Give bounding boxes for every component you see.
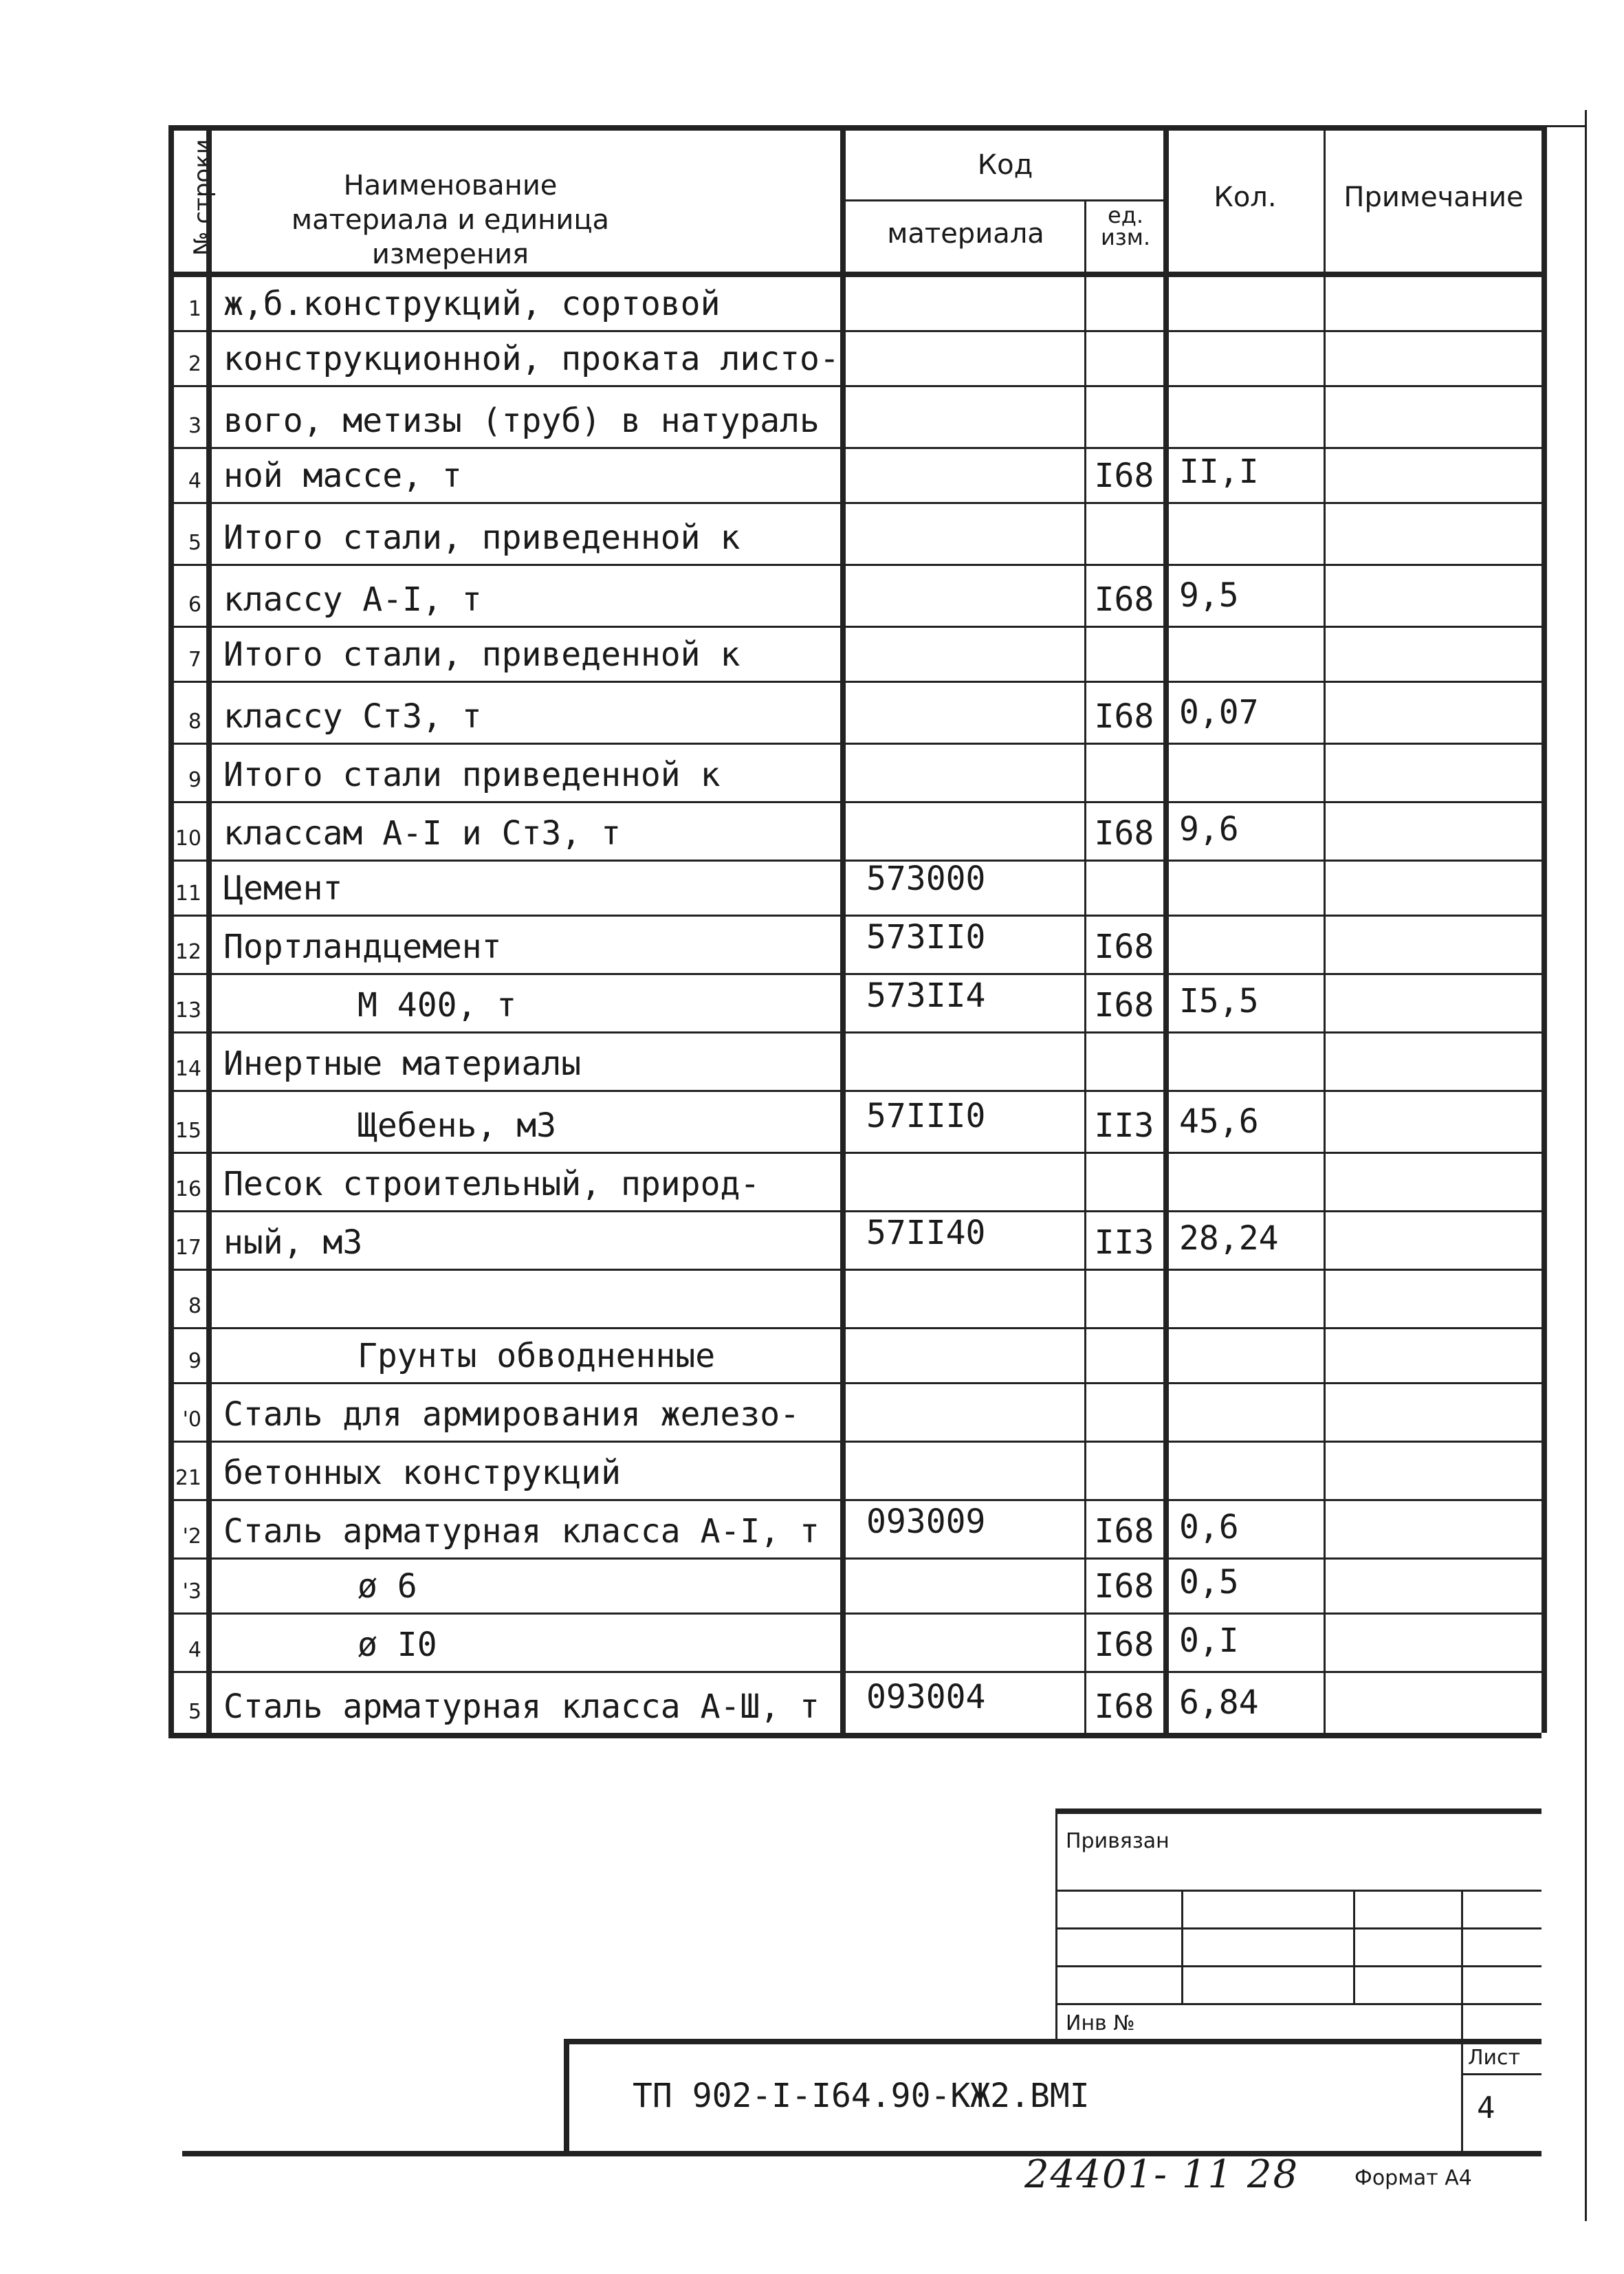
row-number: 4: [188, 1638, 201, 1662]
row-number: 1: [188, 297, 201, 321]
grid-hline: [168, 743, 1541, 745]
row-unit: I68: [1094, 928, 1154, 966]
row-name: М 400, т: [358, 986, 517, 1025]
row-number: 3: [188, 414, 201, 438]
grid-hline: [168, 1031, 1541, 1034]
sheet-number: 4: [1477, 2090, 1495, 2125]
row-number: 21: [175, 1466, 201, 1490]
row-number: 16: [175, 1177, 201, 1201]
unit-header: ед. изм.: [1100, 202, 1151, 250]
row-qty: 28,24: [1179, 1219, 1279, 1258]
row-number: 11: [175, 882, 201, 906]
row-name: ø 6: [358, 1567, 417, 1606]
row-name: Итого стали приведенной к: [223, 756, 721, 794]
inv-label: Инв №: [1066, 2011, 1135, 2035]
name-header: Наименование материала и единица измерения: [291, 170, 610, 270]
grid-hline: [168, 1090, 1541, 1092]
row-number: 6: [188, 593, 201, 617]
sheet-label-line: [1461, 2073, 1541, 2075]
row-name: Сталь арматурная класса А-Ш, т: [223, 1687, 820, 1726]
row-number: 7: [188, 648, 201, 672]
grid-hline: [168, 385, 1541, 387]
row-name: Итого стали, приведенной к: [223, 518, 740, 557]
row-unit: I68: [1094, 814, 1154, 853]
row-number: '2: [182, 1524, 201, 1549]
row-material-code: 573000: [866, 860, 986, 898]
row-number: 9: [188, 768, 201, 792]
grid-hline: [168, 502, 1541, 504]
row-number: 15: [175, 1119, 201, 1143]
row-number: 4: [188, 469, 201, 493]
grid-hline: [168, 1441, 1541, 1443]
row-qty: 0,07: [1179, 693, 1259, 732]
grid-hline: [168, 1269, 1541, 1271]
row-material-code: 093004: [866, 1678, 986, 1716]
grid-hline: [168, 1671, 1541, 1673]
title-block-bottom: [182, 2151, 1541, 2156]
row-qty: 0,5: [1179, 1563, 1239, 1601]
row-qty: 0,6: [1179, 1508, 1239, 1546]
sheet-label: Лист: [1468, 2046, 1521, 2070]
grid-hline: [168, 1152, 1541, 1154]
row-name: Сталь для армирования железо-: [223, 1395, 800, 1434]
row-unit: I68: [1094, 457, 1154, 495]
note-header: Примечание: [1343, 182, 1524, 213]
unit-column-border: [1163, 125, 1169, 1733]
grid-hline: [168, 1499, 1541, 1501]
grid-hline: [168, 915, 1541, 917]
format-label: Формат А4: [1354, 2166, 1472, 2190]
row-name: классам А-I и Ст3, т: [223, 814, 621, 853]
right-border: [1541, 125, 1547, 1733]
row-qty: 0,I: [1179, 1621, 1239, 1660]
row-number: 10: [175, 827, 201, 851]
grid-vline: [1461, 1890, 1463, 2039]
grid-hline: [168, 1557, 1541, 1560]
row-name: классу Ст3, т: [223, 697, 482, 736]
row-material-code: 57II40: [866, 1214, 986, 1252]
row-name: Песок строительный, природ-: [223, 1165, 760, 1203]
row-name: Инертные материалы: [223, 1045, 582, 1083]
row-unit: I68: [1094, 1567, 1154, 1606]
row-number: 17: [175, 1236, 201, 1260]
row-number: 12: [175, 940, 201, 964]
row-material-code: 573II4: [866, 976, 986, 1015]
row-unit: I68: [1094, 580, 1154, 619]
header-bottom-border: [168, 272, 1541, 277]
row-name: Грунты обводненные: [358, 1337, 716, 1375]
row-number-header: № строки: [189, 139, 217, 256]
row-qty: 45,6: [1179, 1102, 1259, 1141]
table-bottom-border: [168, 1733, 1541, 1738]
left-border: [168, 125, 174, 1733]
grid-hline: [168, 1210, 1541, 1212]
row-name: ø I0: [358, 1626, 437, 1664]
grid-hline: [168, 1327, 1541, 1329]
row-name: ж,б.конструкций, сортовой: [223, 285, 721, 323]
sheet-column-border: [1461, 2039, 1463, 2151]
row-unit: II3: [1094, 1223, 1154, 1262]
row-name: ной массе, т: [223, 457, 462, 495]
row-name: Цемент: [223, 869, 343, 908]
row-number: 13: [175, 998, 201, 1023]
title-block-top: [564, 2039, 1541, 2044]
handwritten-archive-number: 24401- 11 28: [1024, 2152, 1299, 2197]
grid-hline: [1055, 1890, 1541, 1892]
row-name: вого, метизы (труб) в натураль: [223, 402, 820, 440]
row-number: '3: [182, 1579, 201, 1604]
grid-hline: [168, 801, 1541, 803]
grid-hline: [168, 1612, 1541, 1615]
qty-column-border: [1324, 125, 1326, 1733]
row-unit: I68: [1094, 1626, 1154, 1664]
row-number: 8: [188, 710, 201, 734]
document-code: ТП 902-I-I64.90-КЖ2.ВМI: [633, 2077, 1090, 2115]
grid-hline: [168, 564, 1541, 566]
row-name: Щебень, м3: [358, 1106, 556, 1145]
grid-vline: [1353, 1890, 1355, 2003]
header-top-border: [168, 125, 1541, 131]
row-qty: II,I: [1179, 452, 1259, 491]
material-code-column-border: [1084, 199, 1086, 1733]
row-name: конструкционной, проката листо-: [223, 340, 840, 378]
row-qty: 9,5: [1179, 576, 1239, 615]
row-name: ный, м3: [223, 1223, 363, 1262]
row-number: 9: [188, 1349, 201, 1373]
page-frame-right: [1585, 110, 1587, 2221]
row-material-code: 093009: [866, 1502, 986, 1541]
row-number-column-border: [206, 125, 212, 1733]
row-qty: I5,5: [1179, 982, 1259, 1020]
material-code-header: материала: [887, 218, 1044, 250]
code-split-line: [840, 199, 1163, 201]
grid-hline: [1055, 1965, 1541, 1967]
row-qty: 9,6: [1179, 810, 1239, 849]
row-unit: II3: [1094, 1106, 1154, 1145]
frame-top-extension: [1541, 125, 1585, 127]
row-unit: I68: [1094, 1512, 1154, 1551]
row-name: Сталь арматурная класса А-I, т: [223, 1512, 820, 1551]
grid-hline: [168, 330, 1541, 332]
grid-hline: [168, 860, 1541, 862]
row-number: 5: [188, 1700, 201, 1724]
row-number: 5: [188, 531, 201, 555]
row-unit: I68: [1094, 697, 1154, 736]
grid-hline: [1055, 1927, 1541, 1929]
code-header: Код: [977, 149, 1033, 181]
grid-hline: [168, 681, 1541, 683]
row-number: 8: [188, 1294, 201, 1318]
row-unit: I68: [1094, 1687, 1154, 1726]
row-qty: 6,84: [1179, 1683, 1259, 1722]
row-name: Итого стали, приведенной к: [223, 635, 740, 674]
row-number: 14: [175, 1057, 201, 1081]
row-number: 2: [188, 352, 201, 376]
row-unit: I68: [1094, 986, 1154, 1025]
row-name: Портландцемент: [223, 928, 502, 966]
grid-hline: [168, 626, 1541, 628]
grid-hline: [168, 973, 1541, 975]
row-name: бетонных конструкций: [223, 1454, 621, 1492]
row-number: '0: [182, 1408, 201, 1432]
grid-hline: [1055, 2003, 1541, 2005]
title-block-left: [564, 2039, 569, 2151]
grid-hline: [168, 447, 1541, 449]
row-name: классу А-I, т: [223, 580, 482, 619]
grid-hline: [168, 1382, 1541, 1384]
bound-label: Привязан: [1066, 1829, 1170, 1853]
row-material-code: 57III0: [866, 1097, 986, 1135]
qty-header: Кол.: [1214, 182, 1277, 213]
stamp-top: [1055, 1808, 1541, 1814]
grid-vline: [1181, 1890, 1183, 2003]
name-column-border: [840, 125, 846, 1733]
row-material-code: 573II0: [866, 918, 986, 956]
